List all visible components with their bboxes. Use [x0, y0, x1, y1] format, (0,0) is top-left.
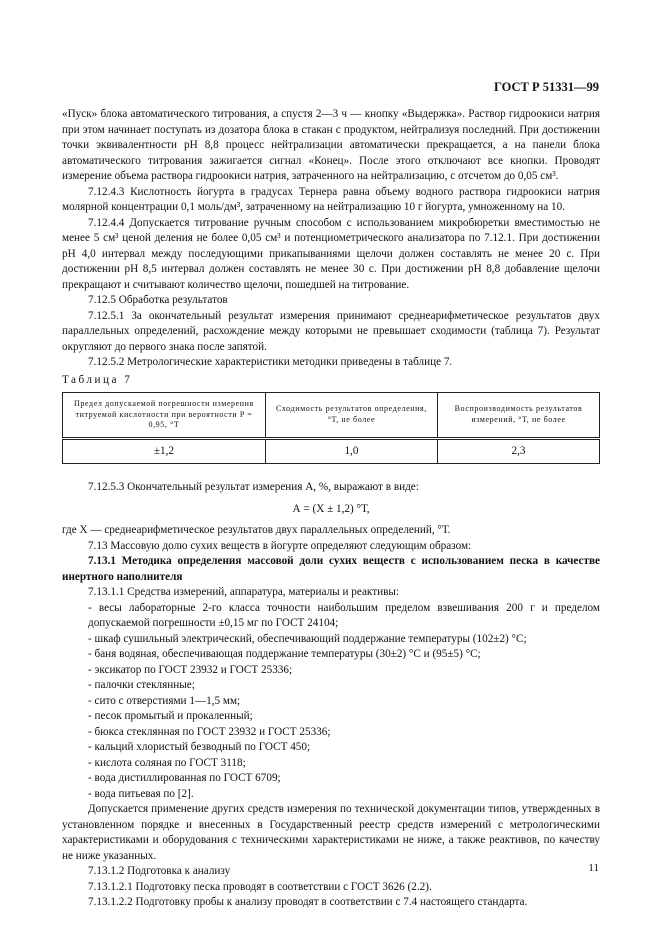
paragraph: «Пуск» блока автоматического титрования, а спустя 2—3 ч — кнопку «Выдержка». Раствор гидроокиси натрия при этом начинает поступать из дозатора блока в стакан с продуктом, нейтрализуя последний. При достижении точки эквивалентности рН 8,8 процесс нейтрализации автоматически прекращается, а на панели блока автоматического титрования зажигается сигнал «Конец». После этого отключают все кнопки. Проводят измерение объема раствора гидроокиси натрия, затраченного на нейтрализацию, с отсчетом до 0,05 см³.	[62, 108, 600, 182]
paragraph: 7.13.1.1 Средства измерений, аппаратура, материалы и реактивы:	[88, 586, 399, 598]
paragraph: 7.12.5.3 Окончательный результат измерения А, %, выражают в виде:	[88, 481, 419, 493]
section-heading: 7.13.1.2 Подготовка к анализу	[88, 865, 231, 877]
paragraph: 7.12.4.3 Кислотность йогурта в градусах Тернера равна объему водного раствора гидроокиси натрия молярной концентрации 0,1 моль/дм³, затраченному на нейтрализацию 10 г йогурта, умноженному на 10.	[62, 185, 600, 213]
list-item: - вода питьевая по [2].	[88, 787, 194, 800]
table-row	[63, 438, 600, 464]
list-item: - весы лабораторные 2-го класса точности наибольшим пределом взвешивания 200 г и пределом допускаемой погрешности ±0,15 мг по ГОСТ 24104;	[88, 601, 600, 629]
standard-header: ГОСТ Р 51331—99	[493, 80, 599, 94]
page-number: 11	[588, 862, 599, 874]
list-item: - вода дистиллированная по ГОСТ 6709;	[88, 772, 281, 784]
paragraph: 7.13.1.2.1 Подготовку песка проводят в соответствии с ГОСТ 3626 (2.2).	[88, 880, 432, 893]
paragraph: 7.13 Массовую долю сухих веществ в йогурте определяют следующим образом:	[88, 539, 472, 552]
list-item: - палочки стеклянные;	[88, 679, 195, 691]
table-header-cell: Сходимость результатов определения, °Т, не более	[265, 393, 437, 439]
table-cell: 2,3	[438, 438, 600, 464]
table-header-cell: Предел допускаемой погрешности измерения титруемой кислотности при вероятности P = 0,95, °Т	[63, 393, 266, 439]
list-item: - песок промытый и прокаленный;	[88, 710, 253, 722]
table-header-row	[63, 393, 600, 439]
metrology-table	[62, 392, 600, 464]
list-item: - эксикатор по ГОСТ 23932 и ГОСТ 25336;	[88, 663, 293, 676]
paragraph: 7.12.5.1 За окончательный результат измерения принимают среднеарифметическое результатов двух параллельных определений, расхождение между которыми не превышает сходимости (таблица 7). Результат округляют до первого знака после запятой.	[62, 309, 600, 353]
paragraph: 7.13.1.2.2 Подготовку пробы к анализу проводят в соответствии с 7.4 настоящего стандарта.	[88, 896, 528, 908]
list-item: - сито с отверстиями 1—1,5 мм;	[88, 694, 241, 707]
table-caption: Таблица 7	[62, 373, 133, 386]
formula: А = (X ± 1,2) °Т,	[292, 502, 370, 515]
equipment-list	[62, 601, 600, 803]
table-cell: ±1,2	[63, 438, 266, 464]
list-item: - баня водяная, обеспечивающая поддержание температуры (30±2) °С и (95±5) °С;	[88, 648, 481, 660]
list-item: - кальций хлористый безводный по ГОСТ 450;	[88, 741, 311, 753]
table-header-cell: Воспроизводимость результатов измерений, °Т, не более	[438, 393, 600, 439]
document-body	[62, 107, 600, 911]
table-cell: 1,0	[265, 438, 437, 464]
list-item: - шкаф сушильный электрический, обеспечивающий поддержание температуры (102±2) °С;	[88, 632, 527, 645]
list-item: - бюкса стеклянная по ГОСТ 23932 и ГОСТ 25336;	[88, 725, 331, 738]
paragraph: где X — среднеарифметическое результатов двух параллельных определений, °Т.	[62, 524, 451, 536]
paragraph: 7.12.4.4 Допускается титрование ручным способом с использованием микробюретки вместимостью не менее 5 см³ ценой деления не более 0,05 см³ и потенциометрического анализатора по 7.12.1. При достижении рН 4,0 интервал между последующими прикапываниями щелочи должен составлять не менее 20 с. При достижении рН 8,5 интервал должен составлять не менее 30 с. При достижении рН 8,8 добавление щелочи прекращают и считывают количество щелочи, пошедшей на титрование.	[62, 216, 600, 291]
paragraph: 7.12.5.2 Метрологические характеристики методики приведены в таблице 7.	[88, 356, 453, 368]
method-heading: 7.13.1 Методика определения массовой доли сухих веществ с использованием песка в качестве инертного наполнителя	[62, 555, 600, 583]
list-item: - кислота соляная по ГОСТ 3118;	[88, 756, 246, 769]
section-heading: 7.12.5 Обработка результатов	[88, 294, 228, 306]
paragraph: Допускается применение других средств измерения по технической документации типов, утвержденных в установленном порядке и внесенных в Государственный реестр средств измерений с метрологическими характеристиками и оборудования с техническими характеристиками не ниже, а также реактивов, по качеству не ниже указанных.	[62, 803, 600, 862]
